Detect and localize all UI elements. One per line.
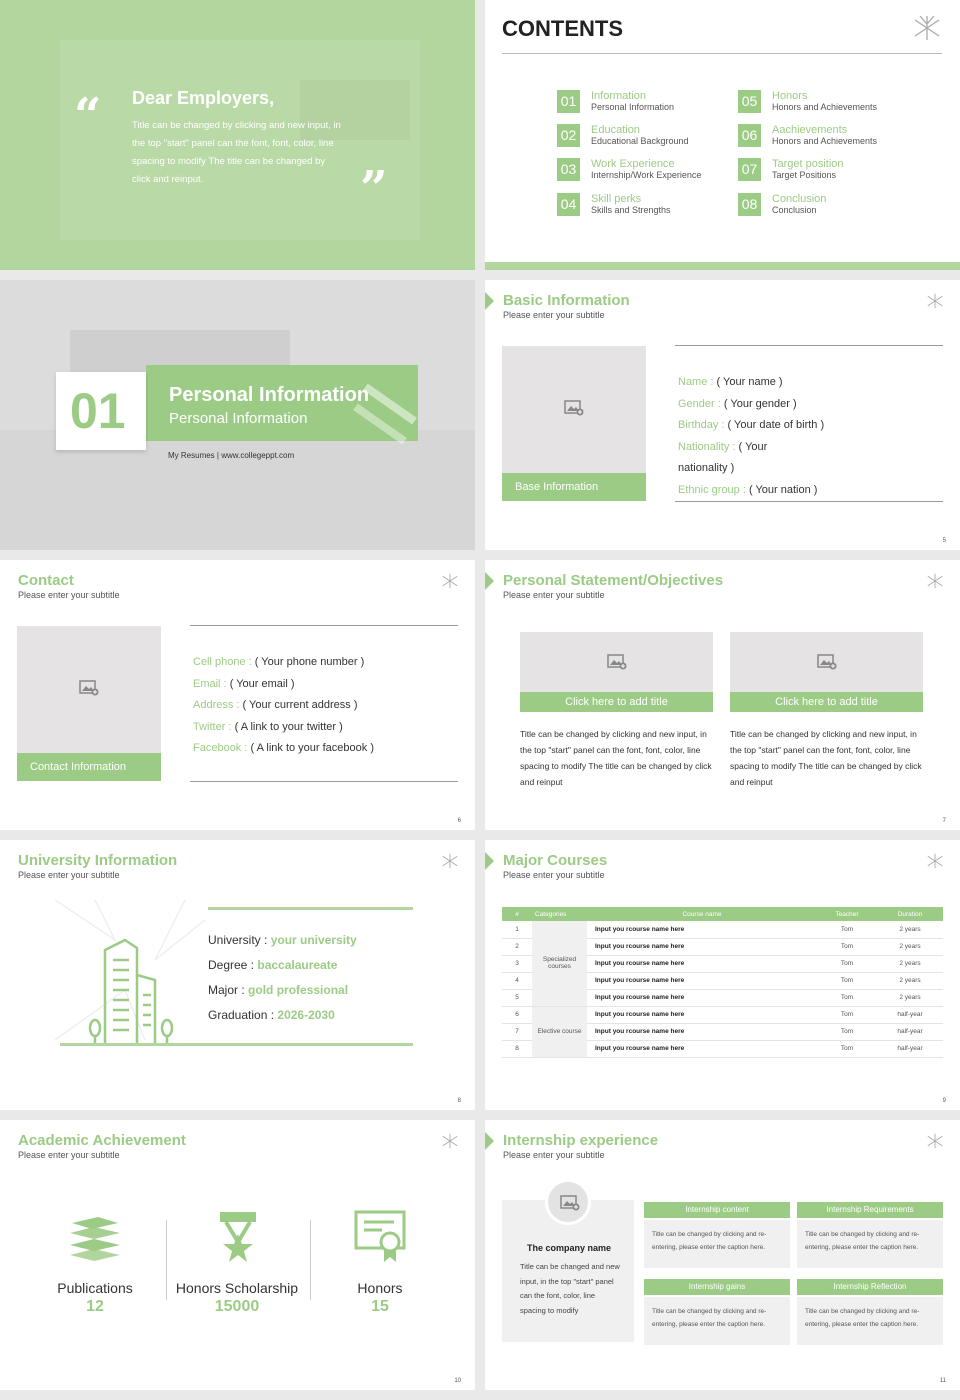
slide-subtitle[interactable]: Please enter your subtitle: [503, 870, 605, 880]
course-teacher: Tom: [817, 1040, 877, 1057]
table-row[interactable]: [502, 921, 943, 938]
courses-table[interactable]: [502, 907, 943, 1058]
slide-subtitle[interactable]: Please enter your subtitle: [18, 870, 120, 880]
achievement-value[interactable]: 12: [86, 1298, 104, 1315]
info-field[interactable]: [193, 678, 295, 690]
course-duration: half-year: [877, 1023, 943, 1040]
image-icon: [817, 654, 837, 670]
logo-icon: [441, 572, 459, 590]
university-row[interactable]: [208, 983, 348, 997]
logo-icon: [441, 1132, 459, 1150]
achievement-value[interactable]: 15000: [214, 1298, 260, 1315]
slide-academic-achievement: [0, 1120, 475, 1390]
company-text[interactable]: Title can be changed and new input, in the top "start" panel can the font, color, line spacing to modify: [520, 1262, 620, 1315]
internship-box-text[interactable]: Title can be changed by clicking and re-entering, please enter the caption here.: [797, 1297, 943, 1345]
info-field[interactable]: [193, 721, 343, 733]
course-name[interactable]: Input you rcourse name here: [587, 972, 817, 989]
contents-item-subtitle: Personal Information: [591, 102, 675, 112]
info-field-value[interactable]: ( Your date of birth ): [727, 419, 825, 432]
course-name[interactable]: Input you rcourse name here: [587, 938, 817, 955]
contents-bottom-bar: [485, 262, 960, 270]
title-marker: [485, 1132, 494, 1150]
info-field-value[interactable]: ( Your name ): [716, 376, 783, 388]
slide-title[interactable]: Major Courses: [503, 852, 608, 869]
university-row-label: Graduation :: [208, 1008, 275, 1022]
info-field-value[interactable]: ( Your: [738, 440, 768, 453]
info-field-label: Address :: [193, 699, 240, 712]
university-row[interactable]: [208, 933, 357, 947]
course-name[interactable]: Input you rcourse name here: [587, 921, 817, 938]
contents-item-title: Work Experience: [591, 158, 675, 170]
info-field-value[interactable]: ( Your gender ): [723, 397, 797, 410]
slide-subtitle[interactable]: Please enter your subtitle: [18, 590, 120, 600]
close-quote-icon: ”: [360, 161, 388, 217]
image-icon: [607, 654, 627, 670]
page-number: 10: [454, 1378, 461, 1384]
cover-heading[interactable]: Dear Employers,: [132, 88, 275, 108]
internship-box-header: Internship Reflection: [797, 1279, 943, 1295]
internship-box[interactable]: [797, 1279, 943, 1351]
university-row[interactable]: [208, 958, 337, 972]
info-field[interactable]: [678, 376, 783, 388]
internship-box-header: Internship content: [644, 1202, 790, 1218]
logo-icon: [926, 292, 944, 310]
course-name[interactable]: Input you rcourse name here: [587, 989, 817, 1006]
image-icon: [79, 680, 99, 696]
contents-item-number: 01: [557, 90, 580, 113]
slide-section-title: [0, 280, 475, 550]
contents-item-title: Education: [591, 124, 640, 136]
slide-university: [0, 840, 475, 1110]
course-number: 8: [502, 1040, 532, 1057]
photo-caption[interactable]: Contact Information: [17, 753, 161, 781]
card-text[interactable]: Title can be changed by clicking and new input, in the top "start" panel can the font, font, color, line spacing to modify The title can be changed by click and reinput: [730, 729, 922, 787]
info-field-value[interactable]: ( Your nation ): [748, 484, 818, 496]
contents-item-subtitle: Target Positions: [772, 170, 837, 180]
course-duration: half-year: [877, 1006, 943, 1023]
slide-title[interactable]: Internship experience: [503, 1132, 659, 1149]
card-text[interactable]: Title can be changed by clicking and new input, in the top "start" panel can the font, font, color, line spacing to modify The title can be changed by click and reinput: [520, 729, 712, 787]
slide-subtitle[interactable]: Please enter your subtitle: [503, 590, 605, 600]
contents-item-subtitle: Educational Background: [591, 136, 689, 146]
section-number[interactable]: 01: [70, 383, 126, 439]
logo-icon: [912, 14, 942, 42]
info-field-label: Twitter :: [193, 720, 232, 733]
info-field[interactable]: [193, 699, 357, 711]
title-marker: [485, 572, 494, 590]
achievement-value[interactable]: 15: [371, 1298, 389, 1315]
books-icon: [68, 1215, 122, 1261]
contents-item-subtitle: Honors and Achievements: [772, 102, 878, 112]
course-number: 3: [502, 955, 532, 972]
slide-contents: [485, 0, 960, 270]
logo-icon: [926, 852, 944, 870]
info-field-label: Email :: [193, 677, 227, 690]
info-field-value[interactable]: ( Your current address ): [242, 699, 358, 712]
info-field-label: Gender :: [678, 397, 721, 410]
contents-item-number: 03: [557, 158, 580, 181]
col-header-number: #: [502, 907, 532, 921]
photo-placeholder[interactable]: [502, 346, 646, 501]
course-number: 1: [502, 921, 532, 938]
university-building-illustration: [55, 900, 415, 1050]
page-number: 9: [942, 1098, 946, 1104]
slide-title[interactable]: Contact: [18, 572, 74, 589]
course-name[interactable]: Input you rcourse name here: [587, 1006, 817, 1023]
internship-box[interactable]: [644, 1279, 790, 1351]
photo-placeholder[interactable]: [17, 626, 161, 781]
col-header-duration: Duration: [877, 907, 943, 921]
info-field[interactable]: [678, 462, 734, 474]
course-number: 5: [502, 989, 532, 1006]
divider: [675, 501, 943, 502]
slide-title[interactable]: Personal Statement/Objectives: [503, 572, 724, 589]
page-number: 7: [942, 818, 946, 824]
divider: [190, 781, 458, 782]
medal-icon: [216, 1210, 260, 1264]
course-name[interactable]: Input you rcourse name here: [587, 955, 817, 972]
contents-item-number: 05: [738, 90, 761, 113]
course-category: Specialized courses: [532, 921, 587, 1006]
company-logo-placeholder[interactable]: [545, 1179, 591, 1225]
achievement-label[interactable]: Honors Scholarship: [175, 1280, 299, 1296]
course-teacher: Tom: [817, 938, 877, 955]
course-category: Elective course: [532, 1006, 587, 1057]
slide-cover-letter: [0, 0, 475, 270]
contents-item-subtitle: Conclusion: [772, 205, 817, 215]
info-field[interactable]: [678, 398, 797, 410]
internship-box-text[interactable]: Title can be changed by clicking and re-entering, please enter the caption here.: [644, 1220, 790, 1268]
university-row[interactable]: [208, 1008, 335, 1022]
course-duration: 2 years: [877, 972, 943, 989]
slide-internship: [485, 1120, 960, 1390]
image-icon: [560, 1195, 580, 1211]
col-header-teacher: Teacher: [817, 907, 877, 921]
info-field-label: Name :: [678, 376, 714, 388]
university-row-value[interactable]: gold professional: [248, 983, 349, 997]
divider: [190, 625, 458, 626]
contents-item-title: Skill perks: [591, 193, 642, 205]
title-marker: [485, 852, 494, 870]
contents-item-subtitle: Honors and Achievements: [772, 136, 878, 146]
course-duration: 2 years: [877, 989, 943, 1006]
col-header-course-name: Course name: [587, 907, 817, 921]
achievement-label[interactable]: Publications: [57, 1280, 133, 1296]
slide-subtitle[interactable]: Please enter your subtitle: [18, 1150, 120, 1160]
contents-item-subtitle: Internship/Work Experience: [591, 170, 702, 180]
table-row[interactable]: [502, 1006, 943, 1023]
info-field[interactable]: [193, 742, 374, 754]
info-field-label: Facebook :: [193, 742, 248, 755]
page-number: 6: [457, 818, 461, 824]
internship-box[interactable]: [797, 1202, 943, 1274]
info-field[interactable]: [678, 419, 824, 431]
course-teacher: Tom: [817, 972, 877, 989]
card-caption[interactable]: Click here to add title: [520, 692, 713, 712]
course-number: 6: [502, 1006, 532, 1023]
course-teacher: Tom: [817, 1006, 877, 1023]
course-number: 2: [502, 938, 532, 955]
section-subtitle[interactable]: Personal Information: [169, 410, 308, 427]
course-duration: 2 years: [877, 938, 943, 955]
contents-divider: [502, 53, 942, 54]
page-number: 8: [457, 1098, 461, 1104]
info-field-label: Birthday :: [678, 419, 725, 432]
contents-item-number: 07: [738, 158, 761, 181]
contents-item-number: 08: [738, 193, 761, 216]
cover-body[interactable]: Title can be changed by clicking and new input, in the top "start" panel can the font, font, color, line spacing to modify The title can be changed by click and reinput.: [132, 120, 341, 185]
logo-icon: [926, 572, 944, 590]
course-teacher: Tom: [817, 955, 877, 972]
info-field-value[interactable]: nationality ): [678, 462, 735, 475]
company-name[interactable]: The company name: [526, 1243, 612, 1253]
page-number: 5: [942, 538, 946, 544]
university-row-label: Degree :: [208, 958, 255, 972]
certificate-icon: [354, 1210, 406, 1264]
card-caption[interactable]: Click here to add title: [730, 692, 923, 712]
contents-item-title: Honors: [772, 90, 808, 102]
contents-item-title: Target position: [772, 158, 844, 170]
slide-subtitle[interactable]: Please enter your subtitle: [503, 310, 605, 320]
info-field-value[interactable]: ( Your email ): [229, 677, 295, 690]
contents-item-title: Information: [591, 90, 647, 102]
internship-box-text[interactable]: Title can be changed by clicking and re-entering, please enter the caption here.: [644, 1297, 790, 1345]
page-number: 11: [939, 1378, 946, 1384]
internship-box[interactable]: [644, 1202, 790, 1274]
info-field[interactable]: [678, 441, 767, 453]
slide-title[interactable]: University Information: [18, 852, 178, 869]
slide-title[interactable]: Basic Information: [503, 292, 630, 309]
course-number: 4: [502, 972, 532, 989]
course-teacher: Tom: [817, 921, 877, 938]
contents-item-number: 04: [557, 193, 580, 216]
internship-box-text[interactable]: Title can be changed by clicking and re-entering, please enter the caption here.: [797, 1220, 943, 1268]
slide-basic-information: [485, 280, 960, 550]
university-row-value[interactable]: baccalaureate: [257, 958, 338, 972]
col-header-categories: Categories: [532, 907, 587, 921]
logo-icon: [926, 1132, 944, 1150]
divider: [675, 345, 943, 346]
contents-item-title: Aachievements: [772, 124, 848, 136]
contents-title[interactable]: CONTENTS: [502, 16, 623, 41]
info-field-value[interactable]: ( Your phone number ): [254, 656, 365, 668]
section-title[interactable]: Personal Information: [169, 384, 370, 406]
course-duration: 2 years: [877, 955, 943, 972]
info-field-value[interactable]: ( A link to your facebook ): [250, 742, 374, 755]
internship-box-header: Internship Requirements: [797, 1202, 943, 1218]
course-name[interactable]: Input you rcourse name here: [587, 1023, 817, 1040]
info-field-label: Ethnic group :: [678, 484, 746, 496]
slide-subtitle[interactable]: Please enter your subtitle: [503, 1150, 605, 1160]
photo-caption[interactable]: Base Information: [502, 473, 646, 501]
info-field-value[interactable]: ( A link to your twitter ): [234, 720, 343, 733]
image-icon: [564, 400, 584, 416]
slide-personal-statement: [485, 560, 960, 830]
course-teacher: Tom: [817, 989, 877, 1006]
internship-box-header: Internship gains: [644, 1279, 790, 1295]
achievement-label[interactable]: Honors: [357, 1280, 403, 1296]
university-row-label: Major :: [208, 983, 245, 997]
contents-item-number: 02: [557, 124, 580, 147]
info-field-label: Nationality :: [678, 440, 736, 453]
course-duration: 2 years: [877, 921, 943, 938]
university-row-value[interactable]: your university: [270, 933, 357, 947]
contents-item-subtitle: Skills and Strengths: [591, 205, 671, 215]
university-row-value[interactable]: 2026-2030: [277, 1008, 335, 1022]
course-number: 7: [502, 1023, 532, 1040]
slide-title[interactable]: Academic Achievement: [18, 1132, 186, 1149]
info-field-label: Cell phone :: [193, 656, 252, 668]
title-marker: [485, 292, 494, 310]
contents-item-number: 06: [738, 124, 761, 147]
card-image-placeholder[interactable]: [520, 632, 713, 712]
slide-contact: [0, 560, 475, 830]
card-image-placeholder[interactable]: [730, 632, 923, 712]
course-duration: half-year: [877, 1040, 943, 1057]
slide-major-courses: [485, 840, 960, 1110]
course-teacher: Tom: [817, 1023, 877, 1040]
info-field[interactable]: [678, 484, 817, 496]
open-quote-icon: “: [74, 88, 102, 144]
section-url: My Resumes | www.collegeppt.com: [168, 451, 295, 460]
info-field[interactable]: [193, 656, 364, 668]
university-row-label: University :: [208, 933, 268, 947]
logo-icon: [441, 852, 459, 870]
course-name[interactable]: Input you rcourse name here: [587, 1040, 817, 1057]
contents-item-title: Conclusion: [772, 193, 827, 205]
